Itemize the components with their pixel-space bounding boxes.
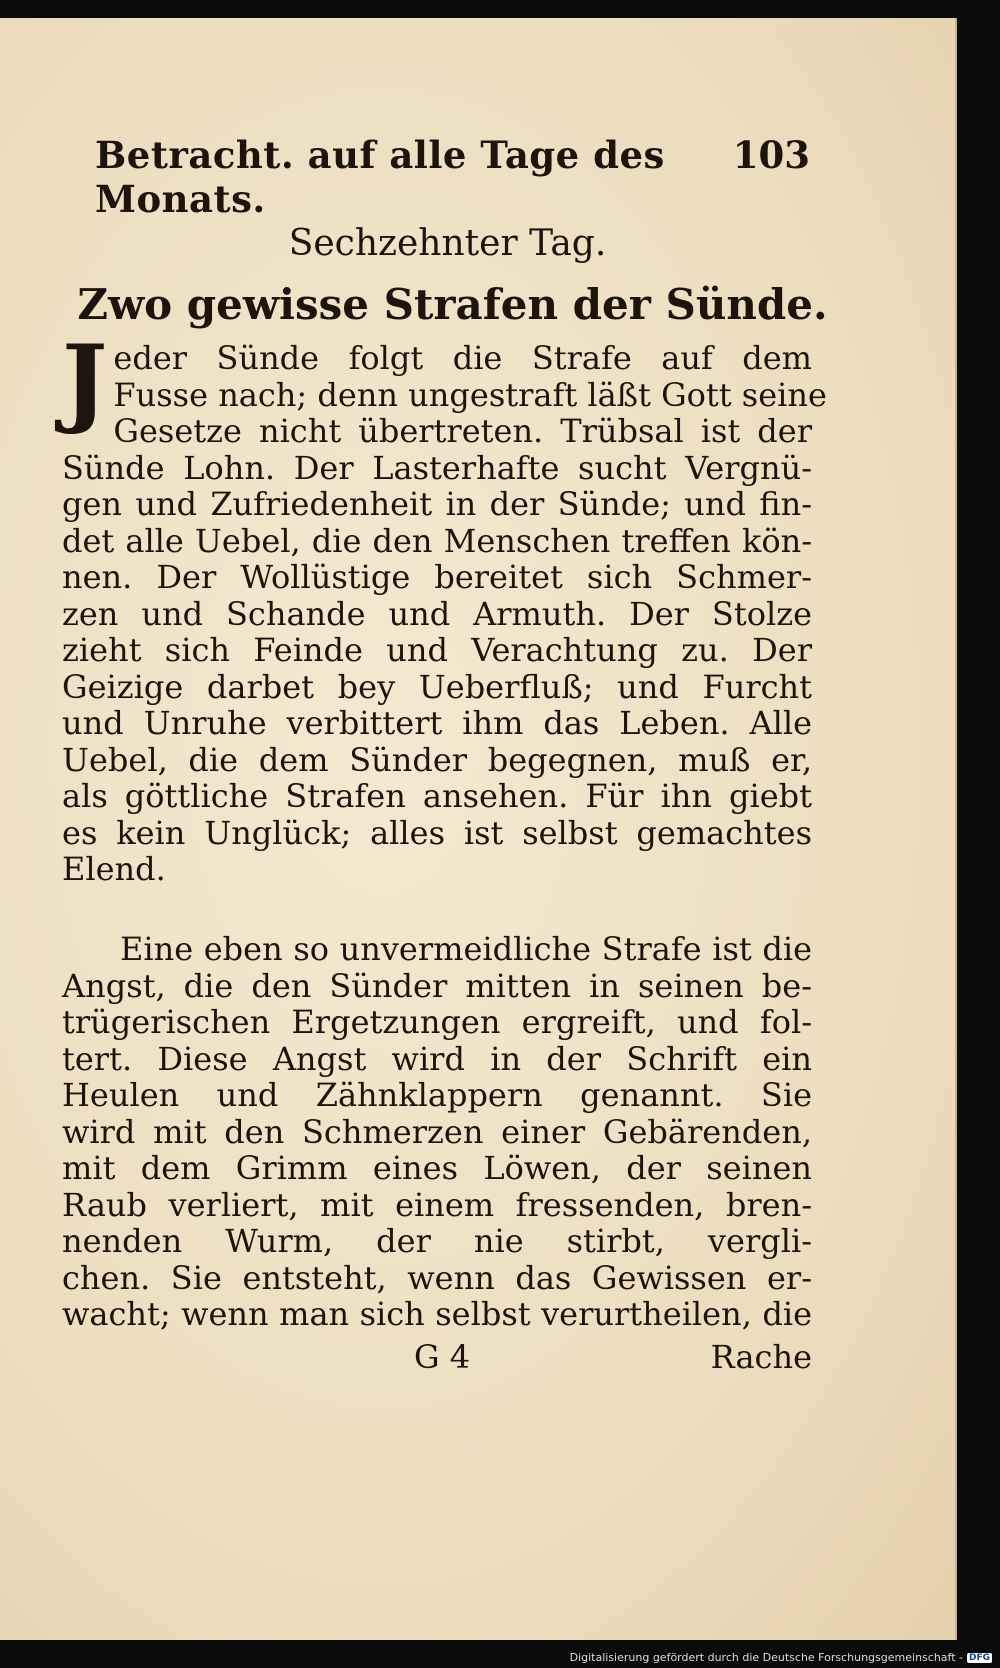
text-line: zen und Schande und Armuth. Der Stolze [62, 594, 812, 633]
text-line: Sünde Lohn. Der Lasterhafte sucht Vergnü- [62, 448, 812, 487]
text-line: eder Sünde folgt die Strafe auf dem [113, 339, 812, 377]
catchword: Rache [710, 1338, 812, 1376]
text-line: gen und Zufriedenheit in der Sünde; und fin- [62, 485, 812, 523]
text-line: als göttliche Strafen ansehen. Für ihn giebt [62, 777, 812, 815]
dfg-logo-icon: DFG [968, 1652, 990, 1663]
text-line: es kein Unglück; alles ist selbst gemachtes [62, 813, 812, 852]
section-title-text: Zwo gewisse Strafen der Sünde. [77, 280, 828, 329]
text-line: Gesetze nicht übertreten. Trübsal ist der [113, 412, 812, 450]
paragraph-1 [62, 324, 827, 888]
book-page [0, 18, 957, 1640]
digitization-credit [570, 1651, 992, 1664]
text-line: nenden Wurm, der nie stirbt, vergli- [62, 1222, 812, 1260]
running-header [95, 133, 810, 221]
text-line: wacht; wenn man sich selbst verurtheilen, die [62, 1295, 812, 1333]
text-line: wird mit den Schmerzen einer Gebärenden, [62, 1112, 812, 1151]
credit-text: Digitalisierung gefördert durch die Deutsche Forschungsgemeinschaft - [569, 1651, 963, 1664]
day-title-text: Sechzehnter Tag. [288, 223, 607, 264]
text-line: chen. Sie entsteht, wenn das Gewissen er- [62, 1258, 812, 1297]
signature-mark: G 4 [414, 1338, 471, 1376]
text-line: mit dem Grimm eines Löwen, der seinen [62, 1149, 812, 1187]
text-line: und Unruhe verbittert ihm das Leben. Alle [62, 704, 812, 742]
text-line: zieht sich Feinde und Verachtung zu. Der [62, 631, 812, 669]
paragraph-2 [62, 931, 812, 1333]
text-line: nen. Der Wollüstige bereitet sich Schmer- [62, 558, 812, 596]
text-line: tert. Diese Angst wird in der Schrift ein [62, 1039, 812, 1078]
text-line: Eine eben so unvermeidliche Strafe ist die [120, 930, 812, 968]
text-line: Heulen und Zähnklappern genannt. Sie [62, 1076, 812, 1114]
header-title: Betracht. auf alle Tage des Monats. [95, 133, 665, 221]
page-footer [62, 1338, 812, 1382]
section-title [0, 280, 955, 329]
text-line: trügerischen Ergetzungen ergreift, und fol- [62, 1003, 812, 1041]
text-line: Fusse nach; denn ungestraft läßt Gott seine [113, 375, 827, 414]
text-line: Raub verliert, mit einem fressenden, bren- [62, 1185, 812, 1224]
text-line: Elend. [62, 850, 166, 888]
page-number: 103 [732, 133, 810, 177]
text-line: Angst, die den Sünder mitten in seinen be- [62, 966, 812, 1005]
day-title [0, 223, 955, 264]
drop-cap: J [62, 324, 108, 437]
text-line: Geizige darbet bey Ueberfluß; und Furcht [62, 667, 812, 706]
text-line: det alle Uebel, die den Menschen treffen kön- [62, 521, 812, 560]
text-line: Uebel, die dem Sünder begegnen, muß er, [62, 740, 812, 779]
